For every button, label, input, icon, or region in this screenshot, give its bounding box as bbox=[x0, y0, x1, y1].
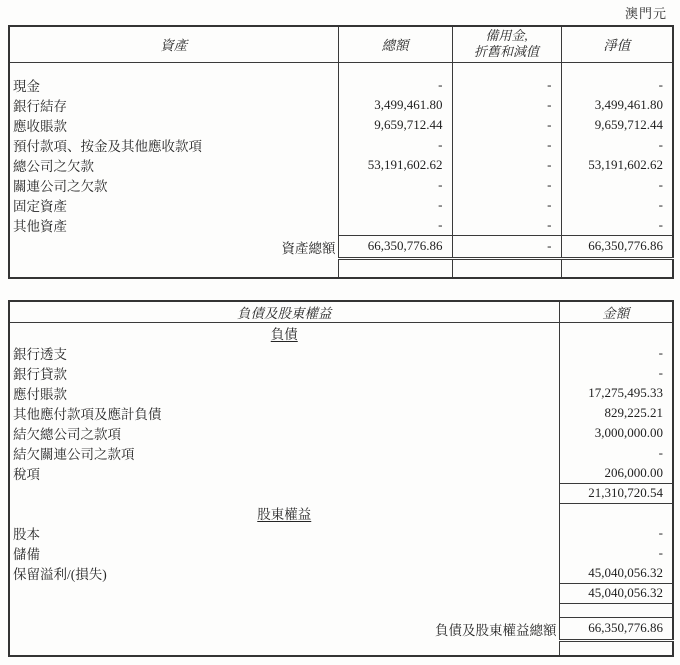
equity-label: 股本 bbox=[13, 527, 40, 542]
spacer-cell bbox=[9, 62, 338, 75]
equity-amount: - bbox=[559, 543, 673, 563]
asset-label: 固定資產 bbox=[13, 199, 67, 214]
asset-label: 總公司之欠款 bbox=[13, 159, 94, 174]
asset-gross-value: 9,659,712.44 bbox=[338, 115, 452, 135]
asset-label: 其他資產 bbox=[13, 219, 67, 234]
assets-tail-row bbox=[9, 258, 673, 278]
assets-total-provision: - bbox=[452, 235, 561, 258]
equity-section-header-row bbox=[9, 503, 673, 523]
equity-row-reserves bbox=[9, 543, 673, 563]
liability-label: 應付賬款 bbox=[13, 387, 67, 402]
liabilities-header-row bbox=[9, 301, 673, 323]
asset-gross-value: - bbox=[338, 75, 452, 95]
spacer-cell bbox=[9, 603, 559, 617]
liabilities-subtotal-value: 21,310,720.54 bbox=[559, 483, 673, 503]
assets-header-gross: 總額 bbox=[338, 26, 452, 62]
asset-row-other-assets bbox=[9, 215, 673, 235]
liabilities-section-title-text: 負債 bbox=[270, 327, 298, 342]
currency-label: 澳門元 bbox=[624, 6, 667, 21]
spacer-cell bbox=[559, 323, 673, 344]
liabilities-section-header-row bbox=[9, 323, 673, 344]
spacer-cell bbox=[9, 583, 559, 603]
liability-row-taxation bbox=[9, 463, 673, 483]
spacer-cell bbox=[561, 62, 673, 75]
liability-amount: 3,000,000.00 bbox=[559, 423, 673, 443]
asset-row-due-from-related-companies bbox=[9, 175, 673, 195]
spacer-cell bbox=[9, 640, 559, 656]
liability-row-payables bbox=[9, 383, 673, 403]
liability-amount: 829,225.21 bbox=[559, 403, 673, 423]
asset-gross-value: - bbox=[338, 215, 452, 235]
liability-row-other-payables bbox=[9, 403, 673, 423]
asset-label: 預付款項、按金及其他應收款項 bbox=[13, 139, 202, 154]
liability-row-bank-overdraft bbox=[9, 343, 673, 363]
spacer-cell bbox=[452, 258, 561, 278]
assets-total-gross: 66,350,776.86 bbox=[338, 235, 452, 258]
asset-row-bank-balances bbox=[9, 95, 673, 115]
asset-net-value: - bbox=[561, 195, 673, 215]
equity-amount: - bbox=[559, 523, 673, 543]
equity-label: 儲備 bbox=[13, 547, 40, 562]
asset-net-value: 53,191,602.62 bbox=[561, 155, 673, 175]
asset-row-receivables bbox=[9, 115, 673, 135]
liability-label: 銀行透支 bbox=[13, 347, 67, 362]
liability-amount: 17,275,495.33 bbox=[559, 383, 673, 403]
liability-label: 稅項 bbox=[13, 467, 40, 482]
spacer-cell bbox=[559, 603, 673, 617]
assets-header-asset: 資產 bbox=[9, 26, 338, 62]
asset-row-prepayments bbox=[9, 135, 673, 155]
equity-subtotal-value: 45,040,056.32 bbox=[559, 583, 673, 603]
asset-row-due-from-head-office bbox=[9, 155, 673, 175]
assets-spacer-row bbox=[9, 62, 673, 75]
liability-amount: 206,000.00 bbox=[559, 463, 673, 483]
spacer-cell bbox=[559, 503, 673, 523]
liability-amount: - bbox=[559, 443, 673, 463]
asset-net-value: - bbox=[561, 75, 673, 95]
equity-section-title-text: 股東權益 bbox=[257, 507, 312, 522]
equity-row-retained-profits bbox=[9, 563, 673, 583]
liability-label: 其他應付款項及應計負債 bbox=[13, 407, 162, 422]
liabilities-subtotal-row bbox=[9, 483, 673, 503]
assets-header-provision-line1: 備用金, bbox=[485, 28, 528, 43]
asset-row-fixed-assets bbox=[9, 195, 673, 215]
equity-amount: 45,040,056.32 bbox=[559, 563, 673, 583]
asset-provision-value: - bbox=[452, 155, 561, 175]
blank-row bbox=[9, 603, 673, 617]
equity-label: 保留溢利/(損失) bbox=[13, 567, 107, 582]
asset-label: 關連公司之欠款 bbox=[13, 179, 108, 194]
asset-provision-value: - bbox=[452, 195, 561, 215]
liability-label: 銀行貸款 bbox=[13, 367, 67, 382]
asset-label: 銀行結存 bbox=[13, 99, 67, 114]
liabilities-equity-total-row bbox=[9, 617, 673, 640]
liability-row-bank-loans bbox=[9, 363, 673, 383]
assets-header-provision-line2: 折舊和減值 bbox=[473, 44, 539, 60]
spacer-cell bbox=[561, 258, 673, 278]
asset-gross-value: 3,499,461.80 bbox=[338, 95, 452, 115]
asset-gross-value: - bbox=[338, 195, 452, 215]
spacer-cell bbox=[9, 258, 338, 278]
asset-provision-value: - bbox=[452, 215, 561, 235]
asset-provision-value: - bbox=[452, 95, 561, 115]
assets-header-provision bbox=[452, 26, 561, 62]
liabilities-tail-row bbox=[9, 640, 673, 656]
asset-net-value: - bbox=[561, 215, 673, 235]
liability-amount: - bbox=[559, 363, 673, 383]
assets-total-net: 66,350,776.86 bbox=[561, 235, 673, 258]
equity-subtotal-row bbox=[9, 583, 673, 603]
asset-row-cash bbox=[9, 75, 673, 95]
liabilities-equity-total-value: 66,350,776.86 bbox=[559, 617, 673, 640]
asset-gross-value: - bbox=[338, 135, 452, 155]
spacer-cell bbox=[452, 62, 561, 75]
spacer-cell bbox=[338, 258, 452, 278]
asset-net-value: - bbox=[561, 175, 673, 195]
asset-provision-value: - bbox=[452, 75, 561, 95]
liability-amount: - bbox=[559, 343, 673, 363]
spacer-cell bbox=[9, 483, 559, 503]
liabilities-header-item: 負債及股東權益 bbox=[9, 301, 559, 323]
liability-row-due-to-head-office bbox=[9, 423, 673, 443]
liabilities-section-title bbox=[9, 323, 559, 344]
asset-net-value: 3,499,461.80 bbox=[561, 95, 673, 115]
liability-row-due-to-related-companies bbox=[9, 443, 673, 463]
assets-header-row bbox=[9, 26, 673, 62]
asset-gross-value: 53,191,602.62 bbox=[338, 155, 452, 175]
liability-label: 結欠總公司之款項 bbox=[13, 427, 121, 442]
assets-total-label: 資產總額 bbox=[281, 240, 336, 256]
asset-net-value: 9,659,712.44 bbox=[561, 115, 673, 135]
liabilities-equity-total-label: 負債及股東權益總額 bbox=[435, 622, 557, 638]
assets-table bbox=[8, 25, 674, 279]
equity-section-title bbox=[9, 503, 559, 523]
asset-provision-value: - bbox=[452, 115, 561, 135]
asset-provision-value: - bbox=[452, 135, 561, 155]
asset-label: 現金 bbox=[13, 79, 40, 94]
spacer-cell bbox=[559, 640, 673, 656]
asset-provision-value: - bbox=[452, 175, 561, 195]
spacer-cell bbox=[338, 62, 452, 75]
liability-label: 結欠關連公司之款項 bbox=[13, 447, 135, 462]
asset-label: 應收賬款 bbox=[13, 119, 67, 134]
asset-net-value: - bbox=[561, 135, 673, 155]
liabilities-header-amount: 金額 bbox=[559, 301, 673, 323]
asset-gross-value: - bbox=[338, 175, 452, 195]
liabilities-equity-table bbox=[8, 300, 674, 657]
assets-total-row bbox=[9, 235, 673, 258]
equity-row-share-capital bbox=[9, 523, 673, 543]
assets-header-net: 淨值 bbox=[561, 26, 673, 62]
